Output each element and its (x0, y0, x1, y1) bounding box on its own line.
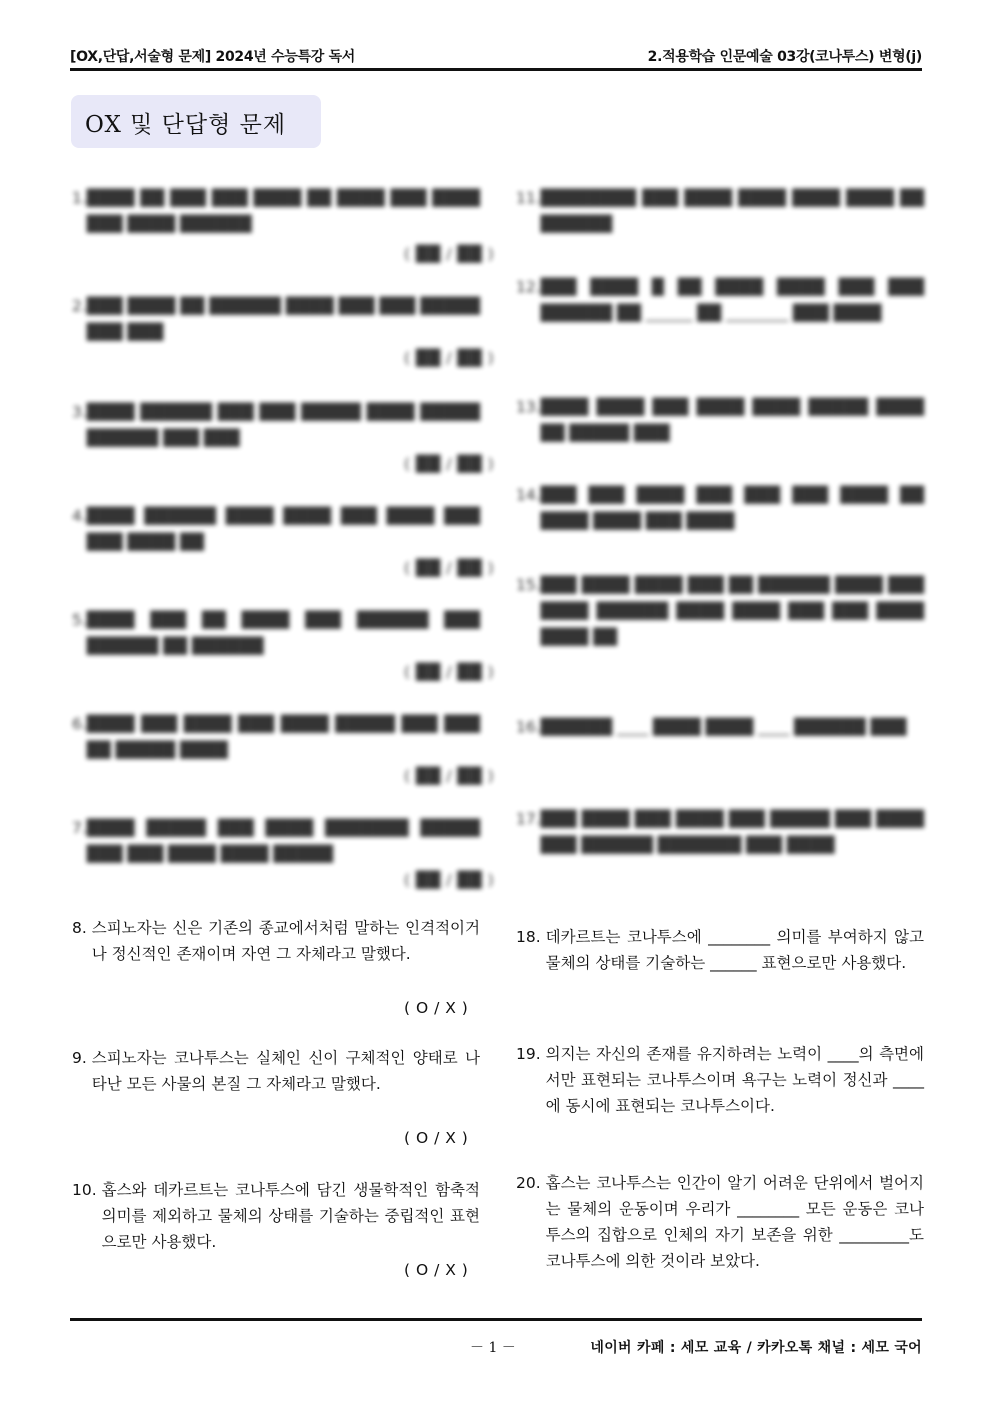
answer-choice: ( O / X ) (404, 1261, 469, 1279)
question-blurred: 4. ████ ██████ ████ ████ ███ ████ ███ ███ ████ ██ (72, 507, 480, 551)
question-8 (72, 915, 480, 967)
question-blurred: 7. ████ █████ ███ ████ ███████ █████ ███ ███ ████ ████ █████ (72, 819, 480, 863)
footer-rule (70, 1318, 922, 1321)
page-header (70, 44, 922, 66)
question-text: 스피노자는 신은 기존의 종교에서처럼 말하는 인격적이거나 정신적인 존재이며 자연 그 자체라고 말했다. (91, 919, 480, 963)
question-number: 20. (516, 1174, 541, 1192)
question-blurred: 17. ███ ████ ███ ████ ███ █████ ███ ████ ███ ██████ ███████ ███ ████ (516, 810, 924, 854)
section-title-box (71, 95, 321, 148)
answer-choice-blurred: ( ██ / ██ ) (404, 767, 495, 785)
answer-choice-blurred: ( ██ / ██ ) (404, 871, 495, 889)
answer-choice-blurred: ( ██ / ██ ) (404, 349, 495, 367)
question-text: 홉스와 데카르트는 코나투스에 담긴 생물학적인 함축적 의미를 제외하고 물체의 상태를 기술하는 중립적인 표현으로만 사용했다. (101, 1181, 480, 1251)
question-blurred: 14. ███ ███ ████ ███ ███ ███ ████ ██ ████ ████ ███ ████ (516, 486, 924, 530)
question-text: 스피노자는 코나투스는 실체인 신이 구체적인 양태로 나타난 모든 사물의 본질 그 자체라고 말했다. (91, 1049, 480, 1093)
answer-choice: ( O / X ) (404, 1129, 469, 1147)
header-right: 2.적용학습 인문예술 03강(코나투스) 변형(j) (647, 49, 922, 65)
question-number: 8. (72, 919, 87, 937)
answer-choice: ( O / X ) (404, 999, 469, 1017)
header-left: [OX,단답,서술형 문제] 2024년 수능특강 독서 (70, 49, 356, 65)
question-number: 10. (72, 1181, 97, 1199)
question-number: 9. (72, 1049, 87, 1067)
question-text: 홉스는 코나투스는 인간이 알기 어려운 단위에서 벌어지는 물체의 운동이며 우리가 ________ 모든 운동은 코나투스의 집합으로 인체의 자기 보존을 위한 _________도 코나투스에 의한 것이라 보았다. (545, 1174, 924, 1270)
question-blurred: 5. ████ ███ ██ ████ ███ ██████ ███ ██████ ██ ██████ (72, 611, 480, 655)
question-text: 데카르트는 코나투스에 ________ 의미를 부여하지 않고 물체의 상태를 기술하는 ______ 표현으로만 사용했다. (545, 928, 924, 972)
footer-info: 네이버 카페 : 세모 교육 / 카카오톡 채널 : 세모 국어 (590, 1340, 922, 1356)
answer-choice-blurred: ( ██ / ██ ) (404, 559, 495, 577)
question-10 (72, 1177, 480, 1255)
question-blurred: 11. ████████ ███ ████ ████ ████ ████ ██ ██████ (516, 189, 924, 233)
question-18 (516, 924, 924, 976)
header-rule (70, 68, 922, 71)
question-blurred: 12. ███ ████ █ ██ ████ ████ ███ ███ ██████ ██ ______ ██ ________ ███ ████ (516, 278, 924, 322)
answer-choice-blurred: ( ██ / ██ ) (404, 663, 495, 681)
section-title: OX 및 단답형 문제 (85, 112, 287, 138)
question-blurred: 6. ████ ███ ████ ███ ████ █████ ███ ███ ██ █████ ████ (72, 715, 480, 759)
question-text: 의지는 자신의 존재를 유지하려는 노력이 ____의 측면에서만 표현되는 코나투스이며 욕구는 노력이 정신과 ____에 동시에 표현되는 코나투스이다. (545, 1045, 924, 1115)
question-blurred: 2. ███ ████ ██ ██████ ████ ███ ███ █████ ███ ███ (72, 297, 480, 341)
question-blurred: 15. ███ ████ ████ ███ ██ ██████ ████ ███ ████ ██████ ████ ████ ███ ███ ████ ████ ██ (516, 576, 924, 646)
question-9 (72, 1045, 480, 1097)
question-number: 19. (516, 1045, 541, 1063)
question-blurred: 13. ████ ████ ███ ████ ████ █████ ████ ██ █████ ███ (516, 398, 924, 442)
question-blurred: 3. ████ ██████ ███ ███ █████ ████ █████ ██████ ███ ███ (72, 403, 480, 447)
question-19 (516, 1041, 924, 1119)
question-blurred: 1. ████ ██ ███ ███ ████ ██ ████ ███ ████ ███ ████ ██████ (72, 189, 480, 233)
page-number: － 1 － (470, 1340, 516, 1356)
answer-choice-blurred: ( ██ / ██ ) (404, 455, 495, 473)
question-blurred: 16. ██████ ____ ████ ████ ____ ██████ ███ (516, 718, 907, 736)
answer-choice-blurred: ( ██ / ██ ) (404, 245, 495, 263)
question-20 (516, 1170, 924, 1274)
question-number: 18. (516, 928, 541, 946)
